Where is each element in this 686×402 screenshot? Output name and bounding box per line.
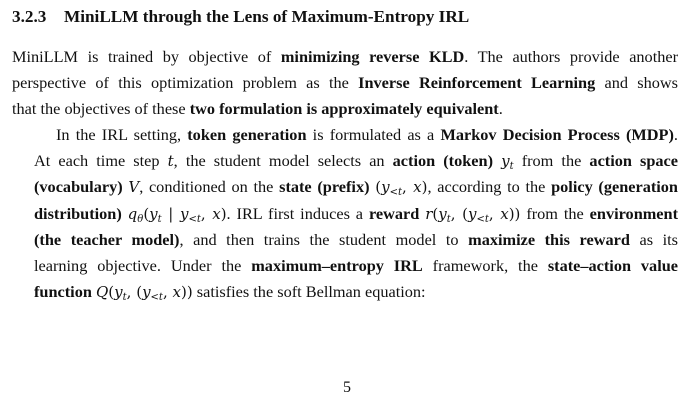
bold-phrase: action (token) — [392, 151, 493, 171]
math-subscript: t — [446, 213, 451, 225]
text-run: , conditioned on the — [139, 177, 280, 197]
bold-phrase: token generation — [187, 125, 307, 145]
bold-phrase: action space — [589, 151, 679, 171]
text-run: from the — [513, 151, 590, 171]
math-paren: ( — [143, 204, 150, 223]
text-line — [12, 174, 678, 200]
bold-phrase: Inverse Reinforcement Learning — [358, 73, 596, 93]
text-line — [12, 70, 678, 96]
math-paren: ( — [108, 282, 115, 301]
math-comma: , — [401, 178, 414, 197]
document-page — [12, 0, 678, 402]
math-paren: ) — [421, 178, 428, 197]
math-expression — [128, 178, 139, 196]
text-line — [12, 148, 678, 174]
text-line — [12, 279, 678, 305]
bold-phrase: reward — [368, 203, 420, 223]
text-line — [12, 96, 678, 122]
bold-phrase: (vocabulary) — [34, 177, 123, 197]
text-line — [12, 201, 678, 227]
bold-phrase: maximum–entropy IRL — [251, 255, 423, 275]
math-subscript: <t — [150, 291, 163, 303]
math-symbol: y — [467, 204, 477, 223]
math-paren: ) — [220, 204, 227, 223]
math-symbol: x — [413, 178, 422, 197]
math-subscript: θ — [137, 213, 144, 225]
math-expression — [128, 205, 227, 223]
text-run: satisfies the soft Bellman equation: — [192, 281, 426, 301]
math-subscript: <t — [476, 213, 489, 225]
text-line — [12, 227, 678, 253]
math-subscript: t — [509, 161, 514, 173]
math-symbol: V — [128, 178, 140, 197]
math-paren: , ( — [450, 204, 468, 223]
math-symbol: r — [425, 204, 433, 223]
text-run: framework, the — [422, 255, 548, 275]
math-symbol: t — [167, 152, 174, 171]
math-symbol: Q — [95, 282, 109, 301]
text-run: perspective of this optimization problem as the — [12, 73, 359, 93]
math-subscript: t — [122, 291, 127, 303]
bold-phrase: two formulation is approximately equivalent — [189, 99, 499, 119]
text-run: , and then trains the student model to — [179, 229, 469, 249]
bold-phrase: distribution) — [34, 203, 122, 223]
text-run: is formulated as a — [306, 125, 441, 145]
math-symbol: x — [500, 204, 509, 223]
math-paren: , ( — [126, 282, 143, 301]
bold-phrase: policy (generation — [551, 177, 678, 197]
math-symbol: y — [438, 204, 447, 223]
math-paren: )) — [508, 204, 521, 223]
paragraph-2 — [12, 122, 678, 305]
math-symbol: y — [142, 282, 151, 301]
bold-phrase: (the teacher model) — [34, 229, 180, 249]
page-number: 5 — [343, 379, 351, 396]
bold-phrase: Markov Decision Process (MDP) — [440, 125, 674, 145]
text-run: In the IRL setting, — [56, 125, 188, 145]
math-symbol: y — [381, 178, 390, 197]
math-comma: , — [162, 282, 173, 301]
body-text — [12, 44, 678, 305]
math-expression — [96, 283, 193, 301]
math-symbol: y — [149, 204, 158, 223]
text-run: that the objectives of these — [12, 99, 190, 119]
math-paren: ( — [375, 178, 382, 197]
math-symbol: y — [179, 204, 189, 223]
text-run: , according to the — [427, 177, 552, 197]
bold-phrase: minimizing reverse KLD — [280, 47, 465, 66]
math-subscript: <t — [188, 213, 201, 225]
math-bar: | — [161, 204, 180, 223]
text-line — [12, 122, 678, 148]
math-subscript: t — [157, 213, 162, 225]
bold-phrase: environment — [589, 203, 679, 223]
math-subscript: <t — [389, 187, 402, 199]
text-run: At each time step — [34, 151, 168, 171]
paragraph-1 — [12, 44, 678, 122]
math-symbol: y — [114, 282, 123, 301]
section-title: MiniLLM through the Lens of Maximum-Entropy IRL — [64, 7, 470, 26]
math-comma: , — [488, 204, 501, 223]
bold-phrase: maximize this reward — [468, 229, 630, 249]
text-line — [12, 44, 678, 70]
text-run: and shows — [595, 73, 678, 93]
text-run — [493, 151, 501, 170]
text-run: . The authors provide another — [464, 47, 679, 66]
bold-phrase: function — [34, 281, 92, 301]
text-line — [12, 253, 678, 279]
text-run: . — [498, 99, 503, 119]
text-run: from the — [520, 203, 590, 223]
math-symbol: x — [172, 282, 181, 301]
math-expression — [501, 152, 514, 173]
section-number: 3.2.3 — [12, 7, 47, 26]
text-run: as its — [629, 229, 678, 249]
bold-phrase: state (prefix) — [279, 177, 370, 197]
section-heading — [12, 6, 469, 28]
text-run: . — [673, 125, 678, 145]
math-paren: ( — [432, 204, 439, 223]
math-expression — [375, 178, 428, 199]
math-expression — [425, 205, 520, 223]
text-run: , the student model selects an — [173, 151, 393, 171]
text-run: learning objective. Under the — [34, 255, 252, 275]
bold-phrase: state–action value — [547, 255, 679, 275]
math-symbol: x — [212, 204, 221, 223]
math-paren: )) — [180, 282, 193, 301]
text-run: MiniLLM is trained by objective of — [12, 47, 281, 66]
math-symbol: y — [501, 152, 510, 171]
math-comma: , — [200, 204, 213, 223]
math-symbol: q — [127, 204, 138, 223]
text-run: . IRL first induces a — [226, 203, 369, 223]
